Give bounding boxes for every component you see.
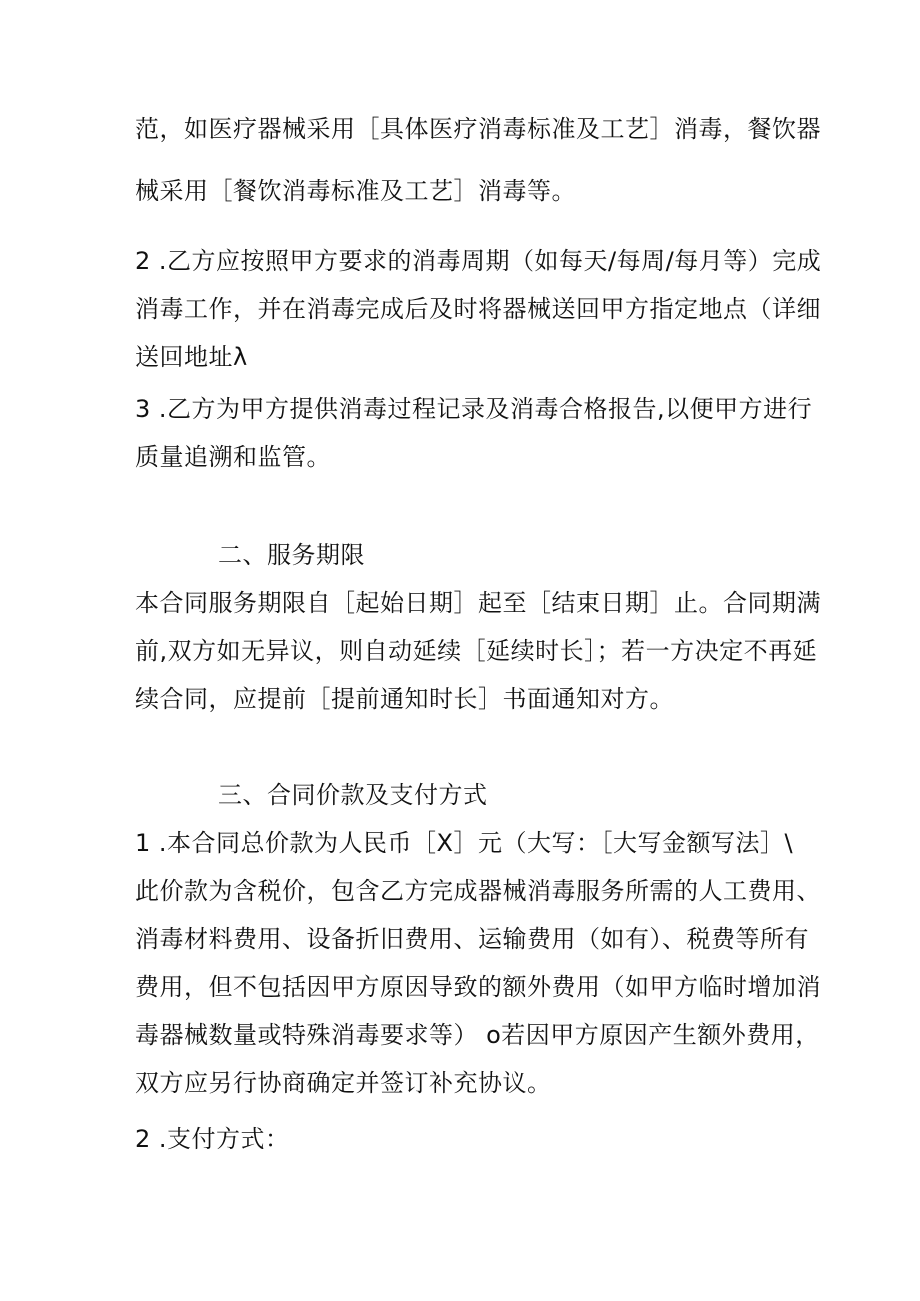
service-term-line-1: 本合同服务期限自［起始日期］起至［结束日期］止。合同期满 [135, 589, 821, 617]
clause-2-line-3: 送回地址λ [135, 343, 248, 371]
section-heading-price-payment: 三、合同价款及支付方式 [218, 781, 488, 809]
price-line-2: 此价款为含税价，包含乙方完成器械消毒服务所需的人工费用、 [135, 877, 821, 905]
section-heading-service-term: 二、服务期限 [218, 541, 365, 569]
payment-method-line: 2 .支付方式： [135, 1125, 290, 1153]
clause-3-line-1: 3 .乙方为甲方提供消毒过程记录及消毒合格报告,以便甲方进行 [135, 395, 813, 423]
price-line-5: 毒器械数量或特殊消毒要求等） o若因甲方原因产生额外费用， [135, 1021, 820, 1049]
price-line-1: 1 .本合同总价款为人民币［X］元（大写：［大写金额写法］\ [135, 829, 794, 857]
price-line-3: 消毒材料费用、设备折旧费用、运输费用（如有）、税费等所有 [135, 925, 809, 953]
service-term-line-3: 续合同，应提前［提前通知时长］书面通知对方。 [135, 685, 674, 713]
clause-2-line-2: 消毒工作，并在消毒完成后及时将器械送回甲方指定地点（详细 [135, 295, 821, 323]
text-line-1: 范，如医疗器械采用［具体医疗消毒标准及工艺］消毒，餐饮器 [135, 115, 821, 143]
clause-3-line-2: 质量追溯和监管。 [135, 443, 331, 471]
price-line-6: 双方应另行协商确定并签订补充协议。 [135, 1069, 552, 1097]
price-line-4: 费用，但不包括因甲方原因导致的额外费用（如甲方临时增加消 [135, 973, 821, 1001]
clause-2-line-1: 2 .乙方应按照甲方要求的消毒周期（如每天/每周/每月等）完成 [135, 247, 822, 275]
service-term-line-2: 前,双方如无异议，则自动延续［延续时长］；若一方决定不再延 [135, 637, 818, 665]
text-line-2: 械采用［餐饮消毒标准及工艺］消毒等。 [135, 177, 576, 205]
